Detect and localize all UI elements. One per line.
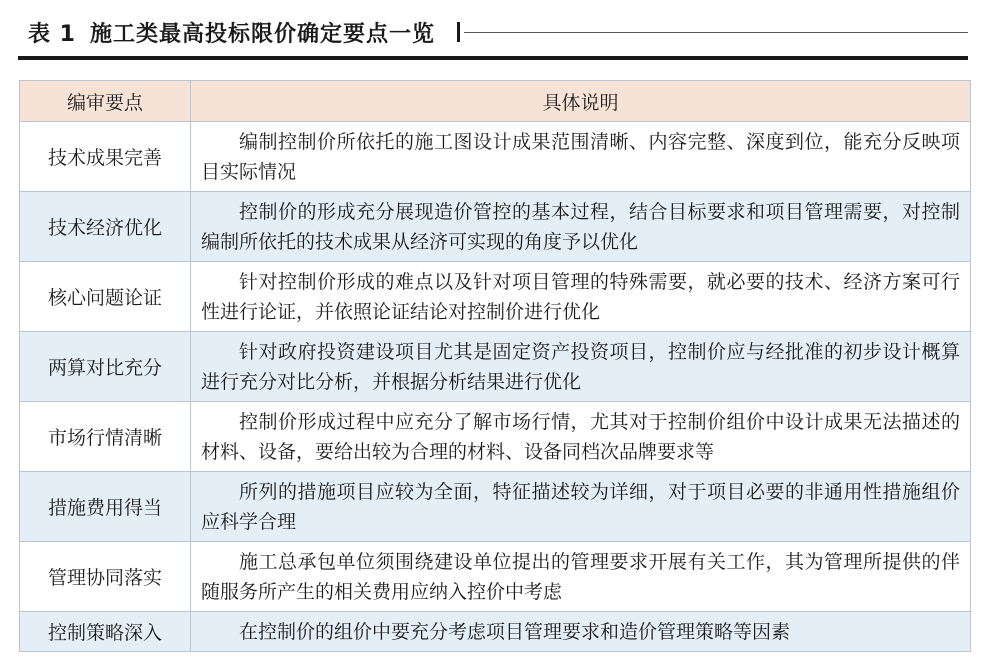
table-title-bar xyxy=(20,14,968,50)
table-title-text: 施工类最高投标限价确定要点一览 xyxy=(89,21,435,47)
row-key: 核心问题论证 xyxy=(20,262,191,332)
table-row xyxy=(20,192,971,262)
header-description: 具体说明 xyxy=(191,81,971,122)
row-key: 措施费用得当 xyxy=(20,472,191,542)
row-key: 控制策略深入 xyxy=(20,612,191,652)
table-row xyxy=(20,122,971,192)
header-key-points: 编审要点 xyxy=(20,81,191,122)
row-description: 施工总承包单位须围绕建设单位提出的管理要求开展有关工作，其为管理所提供的伴随服务所产生的相关费用应纳入控价中考虑 xyxy=(191,542,971,612)
title-rule-line xyxy=(464,32,968,33)
row-description: 在控制价的组价中要充分考虑项目管理要求和造价管理策略等因素 xyxy=(191,612,971,652)
table-row xyxy=(20,262,971,332)
table-row xyxy=(20,612,971,652)
row-key: 技术经济优化 xyxy=(20,192,191,262)
row-key: 技术成果完善 xyxy=(20,122,191,192)
row-description: 所列的措施项目应较为全面，特征描述较为详细，对于项目必要的非通用性措施组价应科学合理 xyxy=(191,472,971,542)
row-description: 针对政府投资建设项目尤其是固定资产投资项目，控制价应与经批准的初步设计概算进行充分对比分析，并根据分析结果进行优化 xyxy=(191,332,971,402)
table-row xyxy=(20,332,971,402)
row-key: 管理协同落实 xyxy=(20,542,191,612)
row-key: 两算对比充分 xyxy=(20,332,191,402)
row-description: 控制价形成过程中应充分了解市场行情，尤其对于控制价组价中设计成果无法描述的材料、设备，要给出较为合理的材料、设备同档次品牌要求等 xyxy=(191,402,971,472)
table-number: 表 1 xyxy=(28,21,76,47)
row-key: 市场行情清晰 xyxy=(20,402,191,472)
row-description: 控制价的形成充分展现造价管控的基本过程，结合目标要求和项目管理需要，对控制编制所依托的技术成果从经济可实现的角度予以优化 xyxy=(191,192,971,262)
row-description: 编制控制价所依托的施工图设计成果范围清晰、内容完整、深度到位，能充分反映项目实际情况 xyxy=(191,122,971,192)
table-row xyxy=(20,472,971,542)
table-header-row xyxy=(20,81,971,122)
key-points-table xyxy=(19,80,971,652)
table-title xyxy=(20,17,435,48)
row-description: 针对控制价形成的难点以及针对项目管理的特殊需要，就必要的技术、经济方案可行性进行论证，并依照论证结论对控制价进行优化 xyxy=(191,262,971,332)
table-row xyxy=(20,402,971,472)
table-row xyxy=(20,542,971,612)
title-tick-mark xyxy=(457,22,460,42)
header-thick-rule xyxy=(18,56,968,60)
